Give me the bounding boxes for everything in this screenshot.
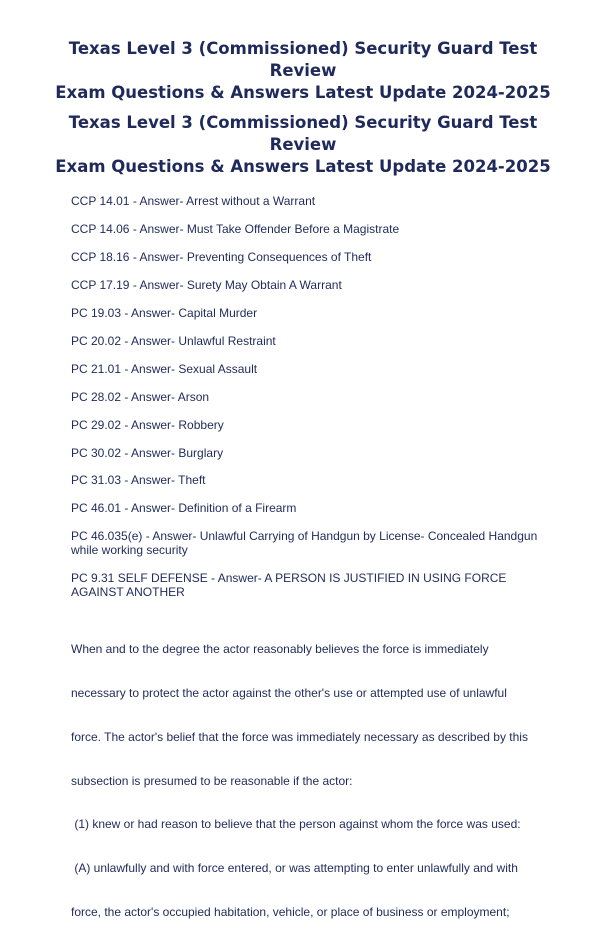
qa-item xyxy=(71,222,541,236)
qa-line: CCP 17.19 - Answer- Surety May Obtain A Warrant xyxy=(71,278,342,292)
document-title-repeat xyxy=(40,112,566,178)
qa-line: CCP 14.01 - Answer- Arrest without a Warrant xyxy=(71,194,316,208)
qa-item xyxy=(71,390,541,404)
qa-line: PC 30.02 - Answer- Burglary xyxy=(71,446,224,460)
qa-item xyxy=(71,473,541,487)
qa-line: PC 21.01 - Answer- Sexual Assault xyxy=(71,362,258,376)
qa-item xyxy=(71,194,541,208)
qa-line: CCP 18.16 - Answer- Preventing Consequences of Theft xyxy=(71,250,372,264)
passage-line: When and to the degree the actor reasonably believes the force is immediately xyxy=(71,642,489,657)
qa-item xyxy=(71,446,541,460)
qa-item xyxy=(71,334,541,348)
qa-item xyxy=(71,362,541,376)
passage-line: necessary to protect the actor against the other's use or attempted use of unlawful xyxy=(71,685,507,700)
passage-line: subsection is presumed to be reasonable if the actor: xyxy=(71,773,353,788)
qa-item xyxy=(71,418,541,432)
qa-line: PC 28.02 - Answer- Arson xyxy=(71,390,210,404)
qa-line: PC 46.01 - Answer- Definition of a Firearm xyxy=(71,501,297,515)
qa-line: PC 29.02 - Answer- Robbery xyxy=(71,418,224,432)
qa-item xyxy=(71,571,541,599)
qa-line: PC 31.03 - Answer- Theft xyxy=(71,473,206,487)
qa-line: while working security xyxy=(71,543,188,557)
qa-item xyxy=(71,306,541,320)
document-title xyxy=(40,38,566,104)
qa-line: PC 46.035(e) - Answer- Unlawful Carrying of Handgun by License- Concealed Handgun xyxy=(71,529,538,543)
title-line: Exam Questions & Answers Latest Update 2024-2025 xyxy=(55,83,551,102)
qa-line: PC 9.31 SELF DEFENSE - Answer- A PERSON IS JUSTIFIED IN USING FORCE xyxy=(71,571,507,585)
passage-line: (1) knew or had reason to believe that the person against whom the force was used: xyxy=(71,817,521,832)
passage-line: force. The actor's belief that the force was immediately necessary as described by this xyxy=(71,729,528,744)
statute-passage xyxy=(71,613,551,949)
qa-line: PC 20.02 - Answer- Unlawful Restraint xyxy=(71,334,276,348)
passage-line: force, the actor's occupied habitation, vehicle, or place of business or employment; xyxy=(71,904,510,919)
title-line: Texas Level 3 (Commissioned) Security Guard Test Review xyxy=(68,113,538,154)
qa-item xyxy=(71,250,541,264)
passage-line: (A) unlawfully and with force entered, or was attempting to enter unlawfully and with xyxy=(71,861,518,876)
qa-line: PC 19.03 - Answer- Capital Murder xyxy=(71,306,258,320)
qa-line: CCP 14.06 - Answer- Must Take Offender Before a Magistrate xyxy=(71,222,400,236)
qa-item xyxy=(71,278,541,292)
qa-line: AGAINST ANOTHER xyxy=(71,585,185,599)
title-line: Exam Questions & Answers Latest Update 2024-2025 xyxy=(55,157,551,176)
qa-item xyxy=(71,529,541,557)
title-line: Texas Level 3 (Commissioned) Security Guard Test Review xyxy=(68,39,538,80)
qa-item xyxy=(71,501,541,515)
